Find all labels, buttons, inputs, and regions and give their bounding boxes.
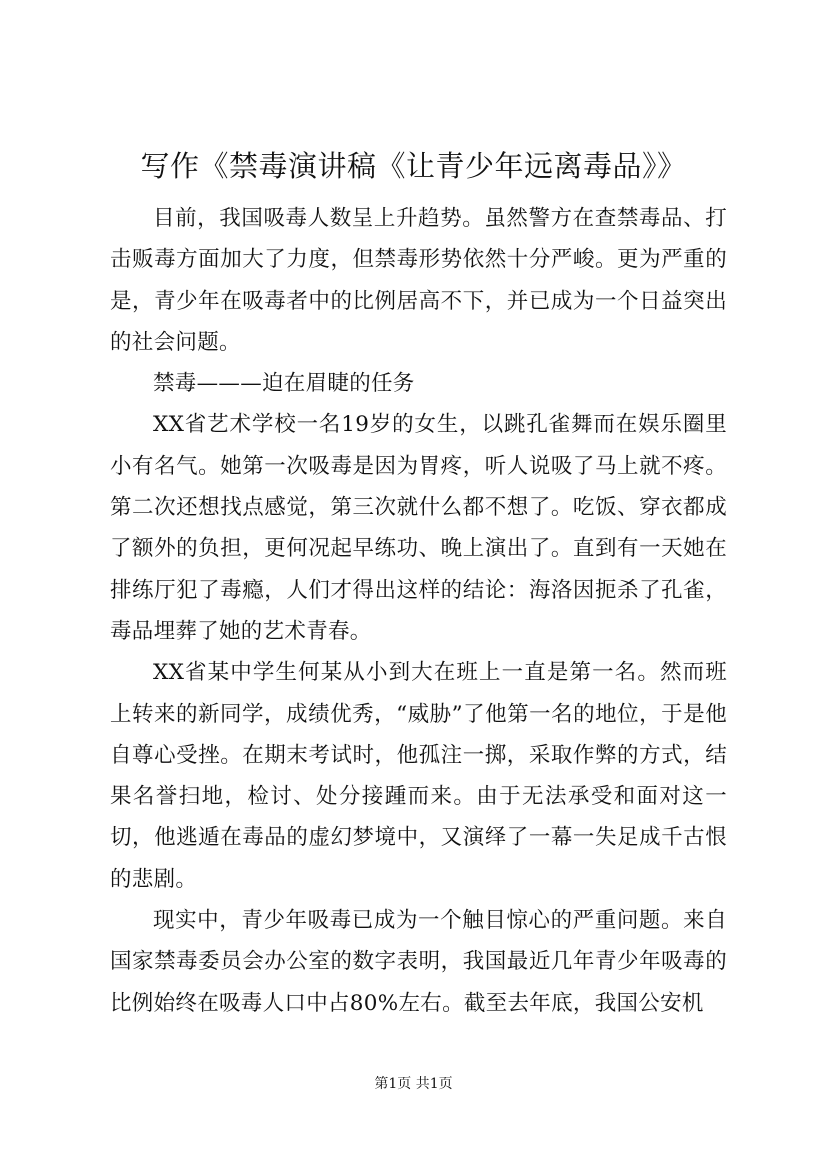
section-heading: 禁毒———迫在眉睫的任务 [153, 371, 415, 397]
page-number-footer: 第1页 共1页 [374, 1076, 453, 1092]
paragraph-case-one: XX省艺术学校一名19岁的女生，以跳孔雀舞而在娱乐圈里小有名气。她第一次吸毒是因为胃疼，听人说吸了马上就不疼。第二次还想找点感觉，第三次就什么都不想了。吃饭、穿衣都成了额外的负担，更何况起早练功、晚上演出了。直到有一天她在排练厅犯了毒瘾，人们才得出这样的结论：海洛因扼杀了孔雀，毒品埋葬了她的艺术青春。 [110, 412, 727, 644]
paragraph-statistics: 现实中，青少年吸毒已成为一个触目惊心的严重问题。来自国家禁毒委员会办公室的数字表明，我国最近几年青少年吸毒的比例始终在吸毒人口中占80%左右。截至去年底，我国公安机 [110, 908, 727, 1016]
document-body [110, 198, 727, 1024]
document-title: 写作《禁毒演讲稿《让青少年远离毒品》》 [140, 149, 687, 183]
paragraph-intro: 目前，我国吸毒人数呈上升趋势。虽然警方在查禁毒品、打击贩毒方面加大了力度，但禁毒形势依然十分严峻。更为严重的是，青少年在吸毒者中的比例居高不下，并已成为一个日益突出的社会问题。 [110, 206, 727, 355]
paragraph-case-two: XX省某中学生何某从小到大在班上一直是第一名。然而班上转来的新同学，成绩优秀，“威胁”了他第一名的地位，于是他自尊心受挫。在期末考试时，他孤注一掷，采取作弊的方式，结果名誉扫地，检讨、处分接踵而来。由于无法承受和面对这一切，他逃遁在毒品的虚幻梦境中，又演绎了一幕一失足成千古恨的悲剧。 [110, 660, 727, 892]
